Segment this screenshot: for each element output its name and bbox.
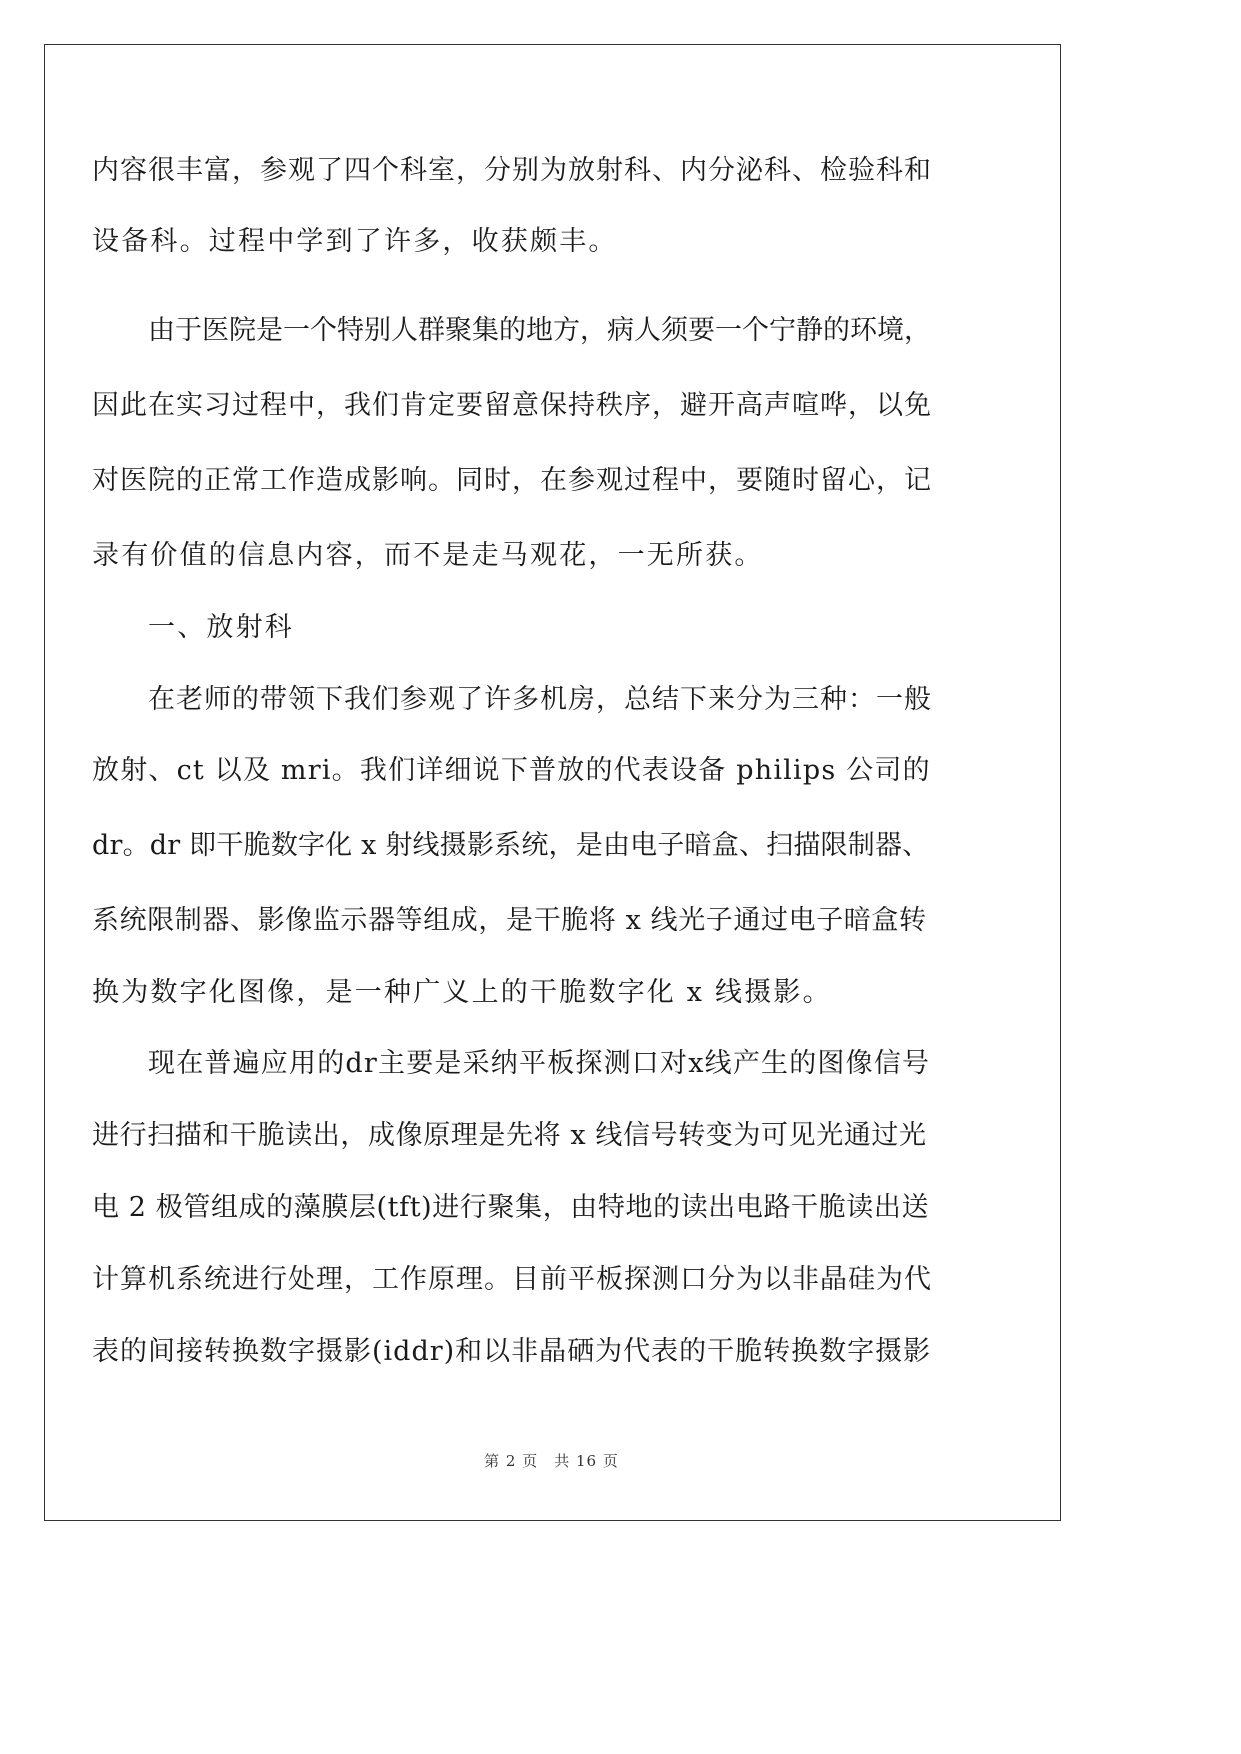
page-footer [0,1450,1103,1471]
text-line: 录有价值的信息内容，而不是走马观花，一无所获。 [92,540,764,571]
text-line: 对医院的正常工作造成影响。同时，在参观过程中，要随时留心，记 [92,465,932,496]
text-line: 现在普遍应用的dr主要是采纳平板探测口对x线产生的图像信号 [148,1048,931,1079]
text-line: 放射、ct 以及 mri。我们详细说下普放的代表设备 philips 公司的 [92,755,931,786]
text-line: 电 2 极管组成的藻膜层(tft)进行聚集，由特地的读出电路干脆读出送 [92,1192,930,1223]
section-heading: 一、放射科 [148,612,294,643]
text-line: 计算机系统进行处理，工作原理。目前平板探测口分为以非晶硅为代 [92,1264,932,1295]
text-line: 设备科。过程中学到了许多，收获颇丰。 [92,226,618,257]
text-line: 内容很丰富，参观了四个科室，分别为放射科、内分泌科、检验科和 [92,155,932,186]
text-line: dr。dr 即干脆数字化 x 射线摄影系统，是由电子暗盒、扫描限制器、 [92,830,930,861]
page-number: 第 2 页 [484,1452,539,1470]
text-line: 因此在实习过程中，我们肯定要留意保持秩序，避开高声喧哗，以免 [92,390,932,421]
text-line: 表的间接转换数字摄影(iddr)和以非晶硒为代表的干脆转换数字摄影 [92,1336,932,1367]
text-line: 系统限制器、影像监示器等组成，是干脆将 x 线光子通过电子暗盒转 [92,905,927,936]
text-line: 进行扫描和干脆读出，成像原理是先将 x 线信号转变为可见光通过光 [92,1120,927,1151]
text-line: 在老师的带领下我们参观了许多机房，总结下来分为三种：一般 [148,684,932,715]
text-line: 由于医院是一个特别人群聚集的地方，病人须要一个宁静的环境， [148,315,931,346]
text-line: 换为数字化图像，是一种广义上的干脆数字化 x 线摄影。 [92,977,832,1008]
total-pages: 共 16 页 [554,1452,619,1470]
